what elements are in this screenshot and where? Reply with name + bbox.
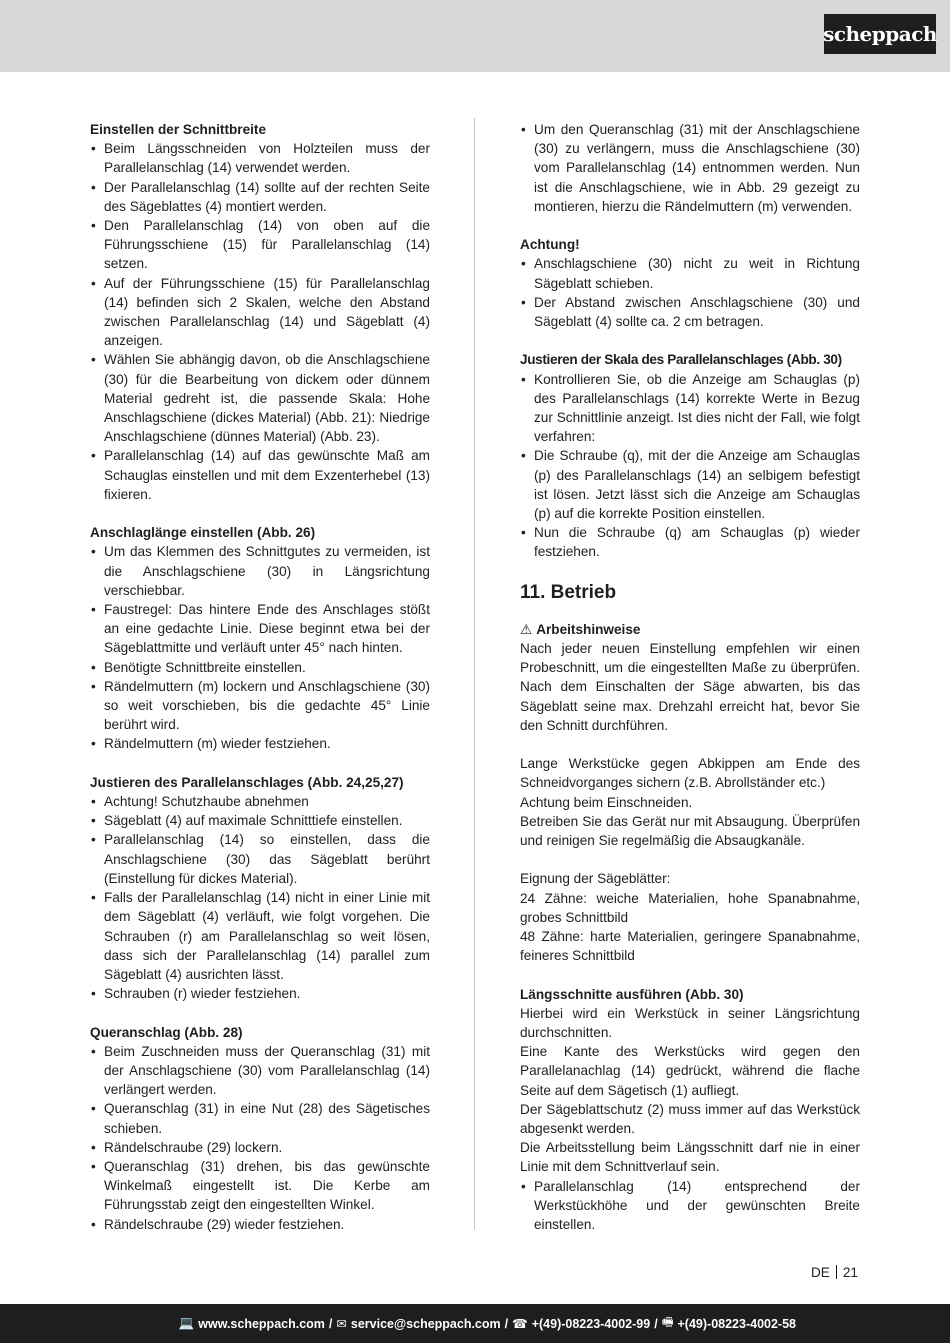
paragraph: 24 Zähne: weiche Materialien, hohe Spanabnahme, grobes Schnittbild <box>520 890 860 925</box>
paragraph: 48 Zähne: harte Materialien, geringere Spanabnahme, feineres Schnittbild <box>520 929 860 964</box>
paragraph: Achtung beim Einschneiden. <box>520 794 693 810</box>
list-item: • Schrauben (r) wieder festziehen. <box>90 984 430 1003</box>
bullet-list <box>520 254 860 331</box>
footer-separator: / <box>654 1316 658 1331</box>
footer-website-link[interactable]: www.scheppach.com <box>198 1316 325 1331</box>
left-column <box>90 120 430 1253</box>
section-arbeitshinweise <box>520 620 860 735</box>
list-item: • Der Abstand zwischen Anschlagschiene (30) und Sägeblatt (4) sollte ca. 2 cm betragen. <box>520 293 860 331</box>
section-queranschlag <box>90 1023 430 1234</box>
list-item: • Die Schraube (q), mit der die Anzeige am Schauglas (p) des Parallelanschlags (14) an selbigem befestigt ist lösen. Jetzt lässt sich die Anzeige am Schauglas (p) auf die korrekte Position einstellen. <box>520 446 860 523</box>
list-item: • Parallelanschlag (14) so einstellen, dass die Anschlagschiene (30) das Sägeblatt berührt (Einstellung für dickes Material). <box>90 830 430 888</box>
paragraph: Lange Werkstücke gegen Abkippen am Ende des Schneidvorganges sichern (z.B. Abrollständer etc.) <box>520 756 860 791</box>
section-schnittbreite <box>90 120 430 504</box>
section-justieren-parallelanschlag <box>90 773 430 1003</box>
footer-email-link[interactable]: service@scheppach.com <box>350 1316 501 1331</box>
section-title: Justieren des Parallelanschlages (Abb. 24,25,27) <box>90 774 404 790</box>
bullet-list <box>520 370 860 562</box>
page-number-value: 21 <box>842 1265 858 1280</box>
section-title: Anschlaglänge einstellen (Abb. 26) <box>90 525 316 541</box>
section-title: Queranschlag (Abb. 28) <box>90 1024 243 1040</box>
language-code: DE <box>810 1265 830 1280</box>
list-item: • Sägeblatt (4) auf maximale Schnitttiefe einstellen. <box>90 811 430 830</box>
section-queranschlag-cont <box>520 120 860 216</box>
list-item: • Benötigte Schnittbreite einstellen. <box>90 658 430 677</box>
phone-icon: ☎ <box>512 1317 528 1331</box>
list-item: • Rändelmuttern (m) wieder festziehen. <box>90 734 430 753</box>
list-item: • Um das Klemmen des Schnittgutes zu vermeiden, ist die Anschlagschiene (30) in Längsrichtung verschiebbar. <box>90 542 430 600</box>
list-item: • Parallelanschlag (14) entsprechend der Werkstückhöhe und der gewünschten Breite einstellen. <box>520 1177 860 1235</box>
paragraph: Betreiben Sie das Gerät nur mit Absaugung. Überprüfen und reinigen Sie regelmäßig die Absaugkanäle. <box>520 813 860 849</box>
list-item: • Queranschlag (31) drehen, bis das gewünschte Winkelmaß eingestellt ist. Die Kerbe am Führungsstab zeigt den eingestellten Winkel. <box>90 1157 430 1215</box>
section-title: Längsschnitte ausführen (Abb. 30) <box>520 986 744 1002</box>
list-item: • Beim Längsschneiden von Holzteilen muss der Parallelanschlag (14) verwendet werden. <box>90 139 430 177</box>
list-item: • Rändelmuttern (m) lockern und Anschlagschiene (30) so weit vorschieben, bis die gedachte 45° Linie berührt wird. <box>90 677 430 735</box>
scheppach-logo: scheppach <box>824 14 936 54</box>
chapter-heading: 11. Betrieb <box>520 581 617 603</box>
paragraph: Hierbei wird ein Werkstück in seiner Längsrichtung durchschnitten. <box>520 1005 860 1041</box>
list-item: • Nun die Schraube (q) am Schauglas (p) wieder festziehen. <box>520 523 860 561</box>
list-item: • Den Parallelanschlag (14) von oben auf die Führungsschiene (15) für Parallelanschlag (14) setzen. <box>90 216 430 274</box>
section-title: Achtung! <box>520 237 580 253</box>
list-item: • Anschlagschiene (30) nicht zu weit in Richtung Sägeblatt schieben. <box>520 254 860 292</box>
section-title <box>520 620 860 639</box>
footer-phone: +(49)-08223-4002-99 <box>531 1316 651 1331</box>
list-item: • Rändelschraube (29) lockern. <box>90 1138 430 1157</box>
column-divider <box>474 118 475 1230</box>
warning-icon: ⚠ <box>520 621 533 637</box>
bullet-list <box>90 1042 430 1234</box>
fax-icon: 🖷 <box>661 1315 674 1329</box>
section-title-text: Arbeitshinweise <box>536 621 641 637</box>
paragraph: Nach jeder neuen Einstellung empfehlen wir einen Probeschnitt, um die eingestellten Maße zu überprüfen. Nach dem Einschalten der Säge abwarten, bis das Sägeblatt seine max. Drehzahl erreicht hat, bevor Sie den Schnitt durchführen. <box>520 641 860 733</box>
list-item: • Falls der Parallelanschlag (14) nicht in einer Linie mit dem Sägeblatt (4) verläuft, wie folgt vorgehen. Die Schrauben (r) am Parallelanschlag so weit lösen, dass sich der Parallelanschlag (14) parallel zum Sägeblatt (4) ausrichten lässt. <box>90 888 430 984</box>
section-hinweise <box>520 754 860 850</box>
footer-band <box>0 1304 950 1343</box>
paragraph: Eignung der Sägeblätter: <box>520 871 671 887</box>
footer-fax: +(49)-08223-4002-58 <box>677 1316 796 1331</box>
computer-icon: 💻 <box>178 1316 195 1330</box>
section-saegeblaetter <box>520 869 860 965</box>
paragraph: Der Sägeblattschutz (2) muss immer auf das Werkstück abgesenkt werden. <box>520 1101 860 1137</box>
page-number <box>811 1265 858 1280</box>
footer-separator: / <box>504 1316 509 1331</box>
list-item: • Auf der Führungsschiene (15) für Parallelanschlag (14) befinden sich 2 Skalen, welche den Abstand zwischen Parallelanschlag (14) und Sägeblatt (4) anzeigen. <box>90 274 430 351</box>
list-item: • Rändelschraube (29) wieder festziehen. <box>90 1215 430 1234</box>
section-achtung <box>520 235 860 331</box>
bullet-list <box>520 120 860 216</box>
section-justieren-skala <box>520 350 860 561</box>
list-item: • Beim Zuschneiden muss der Queranschlag (31) mit der Anschlagschiene (30) vom Parallelanschlag (14) verlängert werden. <box>90 1042 430 1100</box>
bullet-list <box>90 542 430 753</box>
header-band <box>0 0 950 72</box>
list-item: • Queranschlag (31) in eine Nut (28) des Sägetisches schieben. <box>90 1099 430 1137</box>
bullet-list <box>90 139 430 504</box>
list-item: • Faustregel: Das hintere Ende des Anschlages stößt an eine gedachte Linie. Diese beginnt etwa bei der Sägeblattmitte und verläuft unter 45° nach hinten. <box>90 600 430 658</box>
bullet-list <box>90 792 430 1003</box>
bullet-list <box>520 1177 860 1235</box>
section-title: Justieren der Skala des Parallelanschlages (Abb. 30) <box>520 352 842 368</box>
section-anschlaglaenge <box>90 523 430 753</box>
page-number-separator <box>836 1265 837 1279</box>
section-laengsschnitte <box>520 985 860 1235</box>
paragraph: Die Arbeitsstellung beim Längsschnitt darf nie in einer Linie mit dem Schnittverlauf sein. <box>520 1140 860 1175</box>
section-title: Einstellen der Schnittbreite <box>90 122 267 137</box>
right-column <box>520 120 860 1253</box>
mail-icon: ✉ <box>336 1317 347 1331</box>
list-item: • Parallelanschlag (14) auf das gewünschte Maß am Schauglas einstellen und mit dem Exzenterhebel (13) fixieren. <box>90 446 430 504</box>
list-item: • Kontrollieren Sie, ob die Anzeige am Schauglas (p) des Parallelanschlags (14) korrekte Werte in Bezug zur Schnittlinie anzeigt. Ist dies nicht der Fall, wie folgt verfahren: <box>520 370 860 447</box>
paragraph: Eine Kante des Werkstücks wird gegen den Parallelanachlag (14) gedrückt, während die flache Seite auf dem Sägetisch (1) aufliegt. <box>520 1044 860 1098</box>
footer-separator: / <box>328 1316 333 1331</box>
list-item: • Wählen Sie abhängig davon, ob die Anschlagschiene (30) für die Bearbeitung von dickem oder dünnem Material gedreht ist, die passende Skala: Hohe Anschlagschiene (dickes Material) (Abb. 21): Niedrige Anschlagschiene (dünnes Material) (Abb. 23). <box>90 350 430 446</box>
list-item: • Achtung! Schutzhaube abnehmen <box>90 792 430 811</box>
list-item: • Um den Queranschlag (31) mit der Anschlagschiene (30) zu verlängern, muss die Anschlagschiene (30) vom Parallelanschlag (14) entnommen werden. Nun ist die Anschlagschiene, wie in Abb. 29 gezeigt zu montieren, hierzu die Rändelmuttern (m) verwenden. <box>520 120 860 216</box>
list-item: • Der Parallelanschlag (14) sollte auf der rechten Seite des Sägeblattes (4) montiert werden. <box>90 178 430 216</box>
